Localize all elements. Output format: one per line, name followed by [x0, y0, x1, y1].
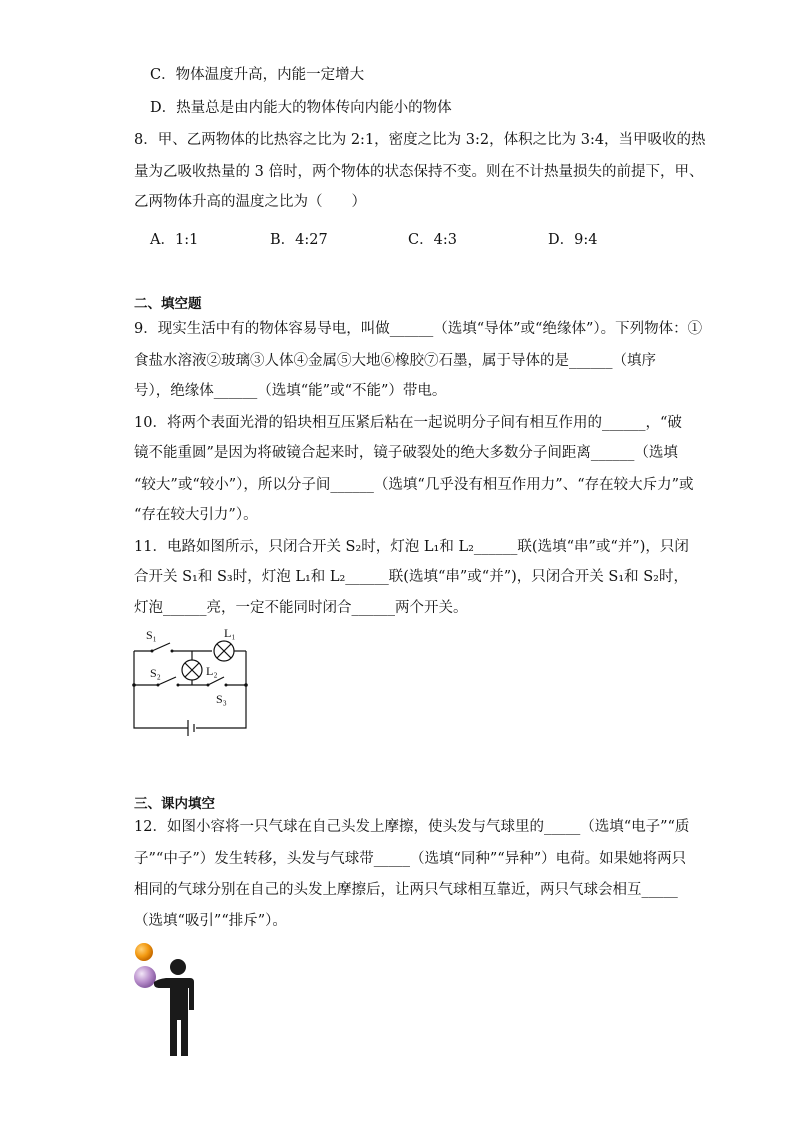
q8-line-3: 乙两物体升高的温度之比为（ ）	[134, 194, 366, 210]
person-balloon-figure	[130, 940, 202, 1058]
q12-line-2: 子”“中子”）发生转移，头发与气球带_____（选填“同种”“异种”）电荷。如果她将两只	[134, 851, 687, 867]
q11-line-3: 灯泡______亮，一定不能同时闭合______两个开关。	[134, 600, 468, 616]
q8-option-a: A．1:1	[150, 232, 199, 248]
q8-line-1: 8．甲、乙两物体的比热容之比为 2:1，密度之比为 3:2，体积之比为 3:4，当甲吸收的热	[134, 132, 706, 148]
q9-line-3: 号），绝缘体______（选填“能”或“不能”）带电。	[134, 383, 447, 399]
section-3-title: 三、课内填空	[134, 796, 215, 812]
q11-line-1: 11．电路如图所示，只闭合开关 S₂时，灯泡 L₁和 L₂______联(选填“串”或“并”)，只闭	[134, 539, 689, 555]
q12-line-4: （选填“吸引”“排斥”）。	[134, 913, 287, 929]
label-s2: S₂	[150, 666, 161, 680]
q8-option-c: C．4:3	[408, 232, 457, 248]
label-s1: S₁	[146, 628, 157, 642]
label-l2: L₂	[206, 664, 218, 678]
q11-line-2: 合开关 S₁和 S₃时，灯泡 L₁和 L₂______联(选填“串”或“并”)，只闭合开关 S₁和 S₂时，	[134, 569, 688, 585]
section-2-title: 二、填空题	[134, 296, 202, 312]
q12-line-3: 相同的气球分别在自己的头发上摩擦后，让两只气球相互靠近，两只气球会相互_____	[134, 882, 678, 898]
q7-option-c: C．物体温度升高，内能一定增大	[150, 67, 365, 83]
label-l1: L₁	[224, 626, 236, 640]
q8-option-d: D．9:4	[548, 232, 598, 248]
q10-line-2: 镜不能重圆”是因为将破镜合起来时，镜子破裂处的绝大多数分子间距离______（选填	[134, 445, 678, 461]
q9-line-2: 食盐水溶液②玻璃③人体④金属⑤大地⑥橡胶⑦石墨，属于导体的是______（填序	[134, 353, 656, 369]
q12-line-1: 12．如图小容将一只气球在自己头发上摩擦，使头发与气球里的_____（选填“电子”“质	[134, 819, 690, 835]
q8-option-b: B．4:27	[270, 232, 328, 248]
q8-line-2: 量为乙吸收热量的 3 倍时，两个物体的状态保持不变。则在不计热量损失的前提下，甲、	[134, 164, 704, 180]
label-s3: S₃	[216, 692, 227, 706]
orange-balloon	[135, 943, 153, 961]
q10-line-4: “存在较大引力”）。	[134, 507, 258, 523]
person-icon	[154, 959, 194, 1056]
q10-line-1: 10．将两个表面光滑的铅块相互压紧后粘在一起说明分子间有相互作用的______，“破	[134, 415, 682, 431]
q10-line-3: “较大”或“较小”），所以分子间______（选填“几乎没有相互作用力”、“存在较大斥力”或	[134, 477, 694, 493]
purple-balloon	[134, 966, 156, 988]
q9-line-1: 9．现实生活中有的物体容易导电，叫做______（选填“导体”或“绝缘体”）。下列物体：①	[134, 321, 703, 337]
circuit-diagram	[130, 625, 260, 737]
q7-option-d: D．热量总是由内能大的物体传向内能小的物体	[150, 100, 452, 116]
